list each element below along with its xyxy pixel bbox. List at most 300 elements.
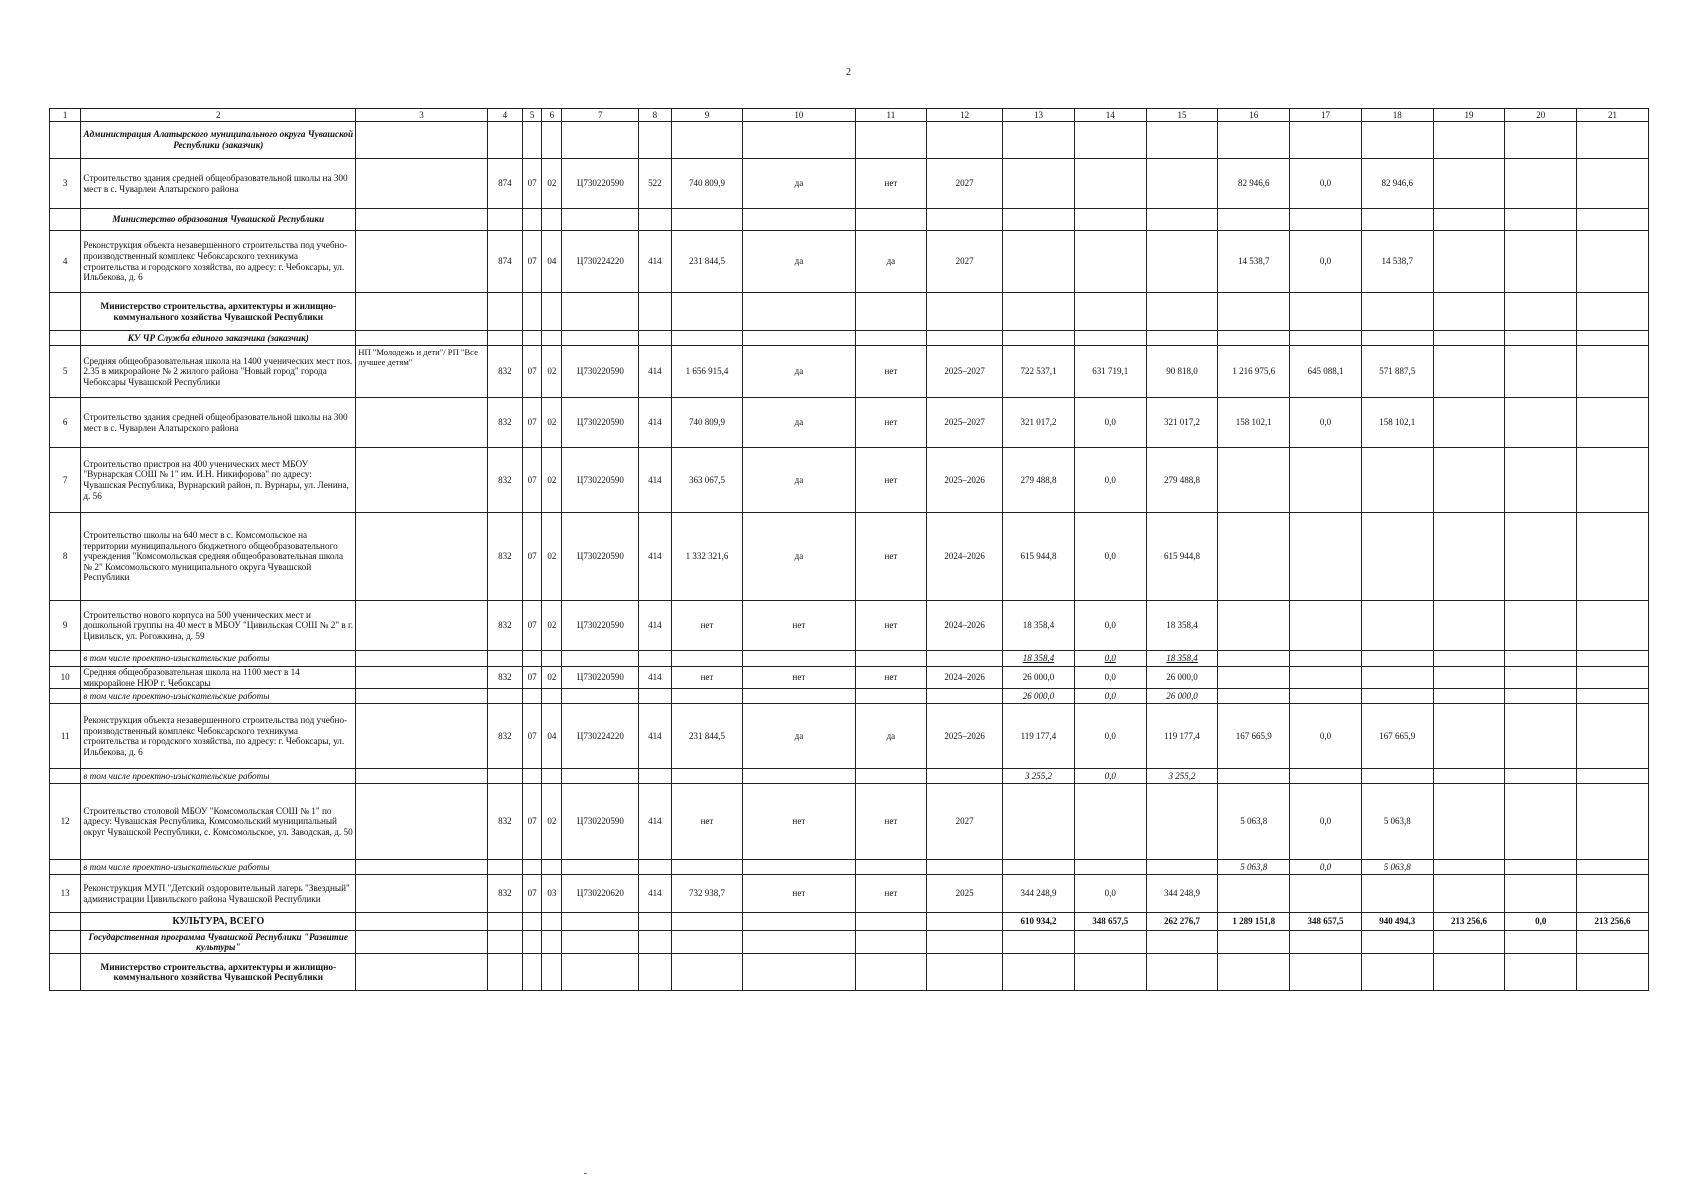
table-cell: 07 xyxy=(523,875,542,913)
object-name-cell: Министерство строительства, архитектуры и жилищно-коммунального хозяйства Чувашской Республики xyxy=(81,954,356,991)
table-cell: 832 xyxy=(487,398,522,448)
table-cell xyxy=(1290,293,1362,331)
table-cell xyxy=(1290,931,1362,954)
table-cell xyxy=(639,122,671,159)
table-cell xyxy=(1290,331,1362,346)
table-cell xyxy=(855,931,927,954)
table-cell: 2025–2027 xyxy=(927,398,1003,448)
table-cell xyxy=(1074,860,1146,875)
table-cell xyxy=(855,769,927,784)
table-cell: 231 844,5 xyxy=(671,704,743,769)
table-cell xyxy=(1290,209,1362,231)
table-cell xyxy=(1218,931,1290,954)
table-cell xyxy=(542,689,562,704)
table-cell xyxy=(562,122,639,159)
table-cell xyxy=(523,860,542,875)
table-cell: 167 665,9 xyxy=(1361,704,1433,769)
row-number-cell: 11 xyxy=(50,704,81,769)
table-cell: 0,0 xyxy=(1505,913,1577,931)
table-cell: нет xyxy=(743,667,855,689)
table-cell xyxy=(1003,209,1075,231)
table-cell xyxy=(1361,122,1433,159)
row-number-cell xyxy=(50,293,81,331)
table-cell: 231 844,5 xyxy=(671,231,743,293)
table-cell: 0,0 xyxy=(1074,398,1146,448)
table-cell xyxy=(639,769,671,784)
table-cell: 158 102,1 xyxy=(1218,398,1290,448)
row-number-cell: 3 xyxy=(50,159,81,209)
table-cell xyxy=(1433,651,1505,667)
row-number-cell xyxy=(50,331,81,346)
object-name-cell: Реконструкция объекта незавершенного строительства под учебно-производственный комплекс Чебоксарского техникума строительства и городского хозяйства, по адресу: г. Чебоксары, ул. Ильбекова, д. 6 xyxy=(81,231,356,293)
table-cell xyxy=(1146,931,1218,954)
section-row xyxy=(50,954,1649,991)
table-cell: нет xyxy=(855,513,927,601)
table-cell xyxy=(743,931,855,954)
object-name-cell: в том числе проектно-изыскательские работы xyxy=(81,689,356,704)
table-cell: 363 067,5 xyxy=(671,448,743,513)
table-cell xyxy=(523,293,542,331)
table-cell: 0,0 xyxy=(1074,651,1146,667)
table-cell: 02 xyxy=(542,513,562,601)
table-cell: 213 256,6 xyxy=(1577,913,1649,931)
table-cell: 414 xyxy=(639,784,671,860)
table-cell xyxy=(671,769,743,784)
table-cell xyxy=(743,209,855,231)
table-cell: 2027 xyxy=(927,784,1003,860)
table-cell: да xyxy=(743,448,855,513)
table-cell xyxy=(1290,448,1362,513)
table-cell xyxy=(1361,331,1433,346)
table-cell: 18 358,4 xyxy=(1003,601,1075,651)
table-cell xyxy=(1505,293,1577,331)
table-cell xyxy=(1577,346,1649,398)
table-cell xyxy=(1577,331,1649,346)
table-cell xyxy=(1433,784,1505,860)
table-cell xyxy=(1433,293,1505,331)
table-cell xyxy=(1218,689,1290,704)
section-row xyxy=(50,209,1649,231)
table-cell: 874 xyxy=(487,159,522,209)
table-cell: 0,0 xyxy=(1290,159,1362,209)
table-cell xyxy=(356,398,487,448)
table-cell xyxy=(671,913,743,931)
column-header: 21 xyxy=(1577,109,1649,122)
table-cell xyxy=(562,293,639,331)
table-cell xyxy=(1361,689,1433,704)
table-cell: 0,0 xyxy=(1074,667,1146,689)
table-cell xyxy=(1003,931,1075,954)
table-cell: да xyxy=(743,704,855,769)
table-cell xyxy=(356,931,487,954)
table-cell: нет xyxy=(743,784,855,860)
table-cell: 07 xyxy=(523,704,542,769)
table-cell xyxy=(487,651,522,667)
object-name-cell: Реконструкция объекта незавершенного строительства под учебно-производственный комплекс Чебоксарского техникума строительства и городского хозяйства, по адресу: г. Чебоксары, ул. Ильбекова, д. 6 xyxy=(81,704,356,769)
table-cell xyxy=(1433,513,1505,601)
table-cell xyxy=(927,651,1003,667)
table-cell: Ц730220620 xyxy=(562,875,639,913)
row-number-cell xyxy=(50,651,81,667)
table-cell xyxy=(1218,769,1290,784)
table-cell xyxy=(1218,209,1290,231)
table-cell xyxy=(743,331,855,346)
table-cell xyxy=(1290,651,1362,667)
table-cell xyxy=(356,209,487,231)
table-cell xyxy=(1505,651,1577,667)
section-row xyxy=(50,331,1649,346)
table-cell xyxy=(487,954,522,991)
table-cell xyxy=(1290,769,1362,784)
table-cell: да xyxy=(743,398,855,448)
table-cell: нет xyxy=(855,601,927,651)
table-cell xyxy=(1146,331,1218,346)
table-cell xyxy=(743,860,855,875)
table-cell: 02 xyxy=(542,784,562,860)
table-cell xyxy=(562,931,639,954)
subtotal-row xyxy=(50,860,1649,875)
table-cell xyxy=(1146,293,1218,331)
table-cell xyxy=(1074,331,1146,346)
table-cell: 344 248,9 xyxy=(1146,875,1218,913)
table-row xyxy=(50,398,1649,448)
row-number-cell: 10 xyxy=(50,667,81,689)
table-cell xyxy=(1505,398,1577,448)
table-cell: 14 538,7 xyxy=(1218,231,1290,293)
table-cell: нет xyxy=(855,448,927,513)
table-cell: 26 000,0 xyxy=(1146,689,1218,704)
table-cell xyxy=(562,651,639,667)
table-cell xyxy=(487,122,522,159)
table-cell xyxy=(1361,931,1433,954)
table-cell xyxy=(1577,231,1649,293)
object-name-cell: КУЛЬТУРА, ВСЕГО xyxy=(81,913,356,931)
table-cell xyxy=(743,651,855,667)
table-cell xyxy=(1146,122,1218,159)
object-name-cell: Строительство здания средней общеобразовательной школы на 300 мест в с. Чуварлеи Алатырского района xyxy=(81,398,356,448)
table-cell xyxy=(1505,860,1577,875)
table-cell: 2025–2027 xyxy=(927,346,1003,398)
table-cell xyxy=(1505,784,1577,860)
table-cell: 0,0 xyxy=(1074,689,1146,704)
table-cell xyxy=(639,689,671,704)
table-cell xyxy=(1361,667,1433,689)
table-cell: 167 665,9 xyxy=(1218,704,1290,769)
table-cell: 414 xyxy=(639,601,671,651)
table-cell: 414 xyxy=(639,704,671,769)
column-header: 2 xyxy=(81,109,356,122)
table-cell: 07 xyxy=(523,601,542,651)
table-cell xyxy=(855,122,927,159)
table-cell xyxy=(1505,231,1577,293)
table-cell: нет xyxy=(671,601,743,651)
table-cell: 2025–2026 xyxy=(927,704,1003,769)
subtotal-row xyxy=(50,769,1649,784)
column-header: 12 xyxy=(927,109,1003,122)
table-cell xyxy=(1505,667,1577,689)
table-cell: 348 657,5 xyxy=(1290,913,1362,931)
table-cell: нет xyxy=(743,601,855,651)
table-cell xyxy=(356,601,487,651)
table-cell xyxy=(1577,954,1649,991)
table-cell: Ц730220590 xyxy=(562,159,639,209)
row-number-cell xyxy=(50,769,81,784)
table-cell xyxy=(1074,209,1146,231)
table-cell xyxy=(743,769,855,784)
table-cell: да xyxy=(743,159,855,209)
table-cell xyxy=(356,689,487,704)
table-cell xyxy=(743,954,855,991)
table-cell: Ц730220590 xyxy=(562,398,639,448)
table-cell: 213 256,6 xyxy=(1433,913,1505,931)
table-cell xyxy=(356,651,487,667)
table-cell xyxy=(542,651,562,667)
table-cell xyxy=(1433,601,1505,651)
table-cell xyxy=(1505,346,1577,398)
table-cell: 02 xyxy=(542,601,562,651)
column-header: 17 xyxy=(1290,109,1362,122)
row-number-cell: 13 xyxy=(50,875,81,913)
table-cell xyxy=(855,689,927,704)
table-cell xyxy=(1003,784,1075,860)
section-row xyxy=(50,293,1649,331)
table-cell xyxy=(671,209,743,231)
table-cell xyxy=(542,769,562,784)
table-cell: Ц730220590 xyxy=(562,513,639,601)
table-cell xyxy=(1361,513,1433,601)
table-cell xyxy=(1074,931,1146,954)
table-cell: 414 xyxy=(639,667,671,689)
table-cell xyxy=(743,293,855,331)
row-number-cell: 9 xyxy=(50,601,81,651)
table-cell xyxy=(927,954,1003,991)
table-cell: 832 xyxy=(487,784,522,860)
table-cell xyxy=(1577,667,1649,689)
table-cell: 631 719,1 xyxy=(1074,346,1146,398)
table-cell xyxy=(487,769,522,784)
table-cell: да xyxy=(743,513,855,601)
table-cell: 0,0 xyxy=(1290,784,1362,860)
table-row xyxy=(50,448,1649,513)
table-cell xyxy=(1577,704,1649,769)
column-header: 7 xyxy=(562,109,639,122)
investment-table xyxy=(49,108,1649,991)
column-header: 13 xyxy=(1003,109,1075,122)
table-cell: 832 xyxy=(487,448,522,513)
table-cell: 3 255,2 xyxy=(1146,769,1218,784)
table-cell xyxy=(542,122,562,159)
table-cell: 722 537,1 xyxy=(1003,346,1075,398)
row-number-cell xyxy=(50,954,81,991)
table-cell xyxy=(1361,769,1433,784)
table-cell xyxy=(487,331,522,346)
table-cell xyxy=(1577,293,1649,331)
table-cell xyxy=(356,954,487,991)
column-header: 6 xyxy=(542,109,562,122)
table-cell xyxy=(487,689,522,704)
table-cell: 02 xyxy=(542,159,562,209)
table-cell xyxy=(1003,159,1075,209)
table-cell: 2024–2026 xyxy=(927,513,1003,601)
table-cell xyxy=(671,331,743,346)
table-cell xyxy=(1433,689,1505,704)
table-cell: 02 xyxy=(542,398,562,448)
table-cell: 03 xyxy=(542,875,562,913)
table-cell xyxy=(1505,769,1577,784)
table-cell xyxy=(1074,231,1146,293)
table-cell xyxy=(1577,601,1649,651)
table-cell xyxy=(523,209,542,231)
table-cell xyxy=(1290,875,1362,913)
table-cell xyxy=(1218,954,1290,991)
table-cell: 832 xyxy=(487,346,522,398)
table-cell xyxy=(562,689,639,704)
table-cell: 0,0 xyxy=(1290,704,1362,769)
table-cell xyxy=(855,860,927,875)
table-cell: 14 538,7 xyxy=(1361,231,1433,293)
column-header: 18 xyxy=(1361,109,1433,122)
table-cell: 5 063,8 xyxy=(1361,784,1433,860)
table-cell xyxy=(487,860,522,875)
row-number-cell: 4 xyxy=(50,231,81,293)
table-cell xyxy=(671,860,743,875)
table-cell xyxy=(523,913,542,931)
table-cell: 90 818,0 xyxy=(1146,346,1218,398)
table-cell xyxy=(1577,448,1649,513)
object-name-cell: Строительство столовой МБОУ "Комсомольская СОШ № 1" по адресу: Чувашская Республика, Комсомольский муниципальный округ Чувашской Республики, с. Комсомольское, ул. Заводская, д. 50 xyxy=(81,784,356,860)
table-cell: 732 938,7 xyxy=(671,875,743,913)
table-cell: 262 276,7 xyxy=(1146,913,1218,931)
table-cell xyxy=(927,331,1003,346)
table-cell: Ц730224220 xyxy=(562,704,639,769)
table-cell: нет xyxy=(671,784,743,860)
table-cell: 5 063,8 xyxy=(1361,860,1433,875)
table-row xyxy=(50,875,1649,913)
table-cell xyxy=(671,122,743,159)
table-cell xyxy=(1218,667,1290,689)
table-cell: 832 xyxy=(487,601,522,651)
subtotal-row xyxy=(50,651,1649,667)
table-cell: 414 xyxy=(639,231,671,293)
table-cell: 02 xyxy=(542,667,562,689)
table-cell: 0,0 xyxy=(1290,860,1362,875)
table-cell: 07 xyxy=(523,231,542,293)
object-name-cell: Государственная программа Чувашской Республики "Развитие культуры" xyxy=(81,931,356,954)
table-cell: 0,0 xyxy=(1290,398,1362,448)
table-cell: 414 xyxy=(639,875,671,913)
table-cell xyxy=(1433,667,1505,689)
table-cell xyxy=(1146,231,1218,293)
table-cell xyxy=(639,209,671,231)
column-header: 5 xyxy=(523,109,542,122)
object-name-cell: Реконструкция МУП "Детский оздоровительный лагерь "Звездный" администрации Цивильского района Чувашской Республики xyxy=(81,875,356,913)
table-cell xyxy=(487,293,522,331)
table-cell xyxy=(1433,931,1505,954)
table-cell xyxy=(743,913,855,931)
table-cell xyxy=(671,689,743,704)
table-cell: Ц730220590 xyxy=(562,784,639,860)
table-cell: 02 xyxy=(542,346,562,398)
column-header: 8 xyxy=(639,109,671,122)
table-cell xyxy=(487,913,522,931)
page-number: 2 xyxy=(846,67,851,78)
table-cell: 740 809,9 xyxy=(671,398,743,448)
table-cell xyxy=(542,331,562,346)
row-number-cell: 5 xyxy=(50,346,81,398)
table-cell xyxy=(927,209,1003,231)
table-cell xyxy=(1218,293,1290,331)
table-cell xyxy=(1505,513,1577,601)
table-cell xyxy=(639,331,671,346)
table-cell xyxy=(356,769,487,784)
table-cell: 07 xyxy=(523,784,542,860)
table-cell xyxy=(356,293,487,331)
table-cell xyxy=(523,331,542,346)
table-cell: 832 xyxy=(487,875,522,913)
table-cell xyxy=(1577,689,1649,704)
row-number-cell: 6 xyxy=(50,398,81,448)
object-name-cell: в том числе проектно-изыскательские работы xyxy=(81,769,356,784)
table-cell xyxy=(1218,875,1290,913)
table-cell xyxy=(1433,331,1505,346)
row-number-cell: 12 xyxy=(50,784,81,860)
table-row xyxy=(50,159,1649,209)
table-cell: 0,0 xyxy=(1074,601,1146,651)
table-cell xyxy=(1433,231,1505,293)
table-cell: 0,0 xyxy=(1290,231,1362,293)
table-cell: 414 xyxy=(639,346,671,398)
table-cell: 0,0 xyxy=(1074,769,1146,784)
table-cell xyxy=(487,931,522,954)
table-cell xyxy=(562,209,639,231)
table-cell xyxy=(1577,875,1649,913)
table-cell xyxy=(927,931,1003,954)
table-row xyxy=(50,784,1649,860)
table-cell: 07 xyxy=(523,513,542,601)
table-cell: 2027 xyxy=(927,231,1003,293)
column-header: 9 xyxy=(671,109,743,122)
table-cell: 1 216 975,6 xyxy=(1218,346,1290,398)
table-cell: 321 017,2 xyxy=(1003,398,1075,448)
column-header: 14 xyxy=(1074,109,1146,122)
table-cell xyxy=(542,931,562,954)
row-number-cell xyxy=(50,913,81,931)
table-cell: 615 944,8 xyxy=(1003,513,1075,601)
table-cell: 119 177,4 xyxy=(1003,704,1075,769)
table-cell xyxy=(1505,601,1577,651)
table-row xyxy=(50,231,1649,293)
table-cell xyxy=(855,209,927,231)
table-cell: нет xyxy=(855,667,927,689)
table-cell xyxy=(1218,448,1290,513)
table-cell: да xyxy=(743,346,855,398)
table-cell xyxy=(1361,875,1433,913)
table-cell: 321 017,2 xyxy=(1146,398,1218,448)
table-cell: 158 102,1 xyxy=(1361,398,1433,448)
table-cell xyxy=(639,860,671,875)
table-cell: 1 656 915,4 xyxy=(671,346,743,398)
table-cell xyxy=(523,954,542,991)
table-cell xyxy=(639,651,671,667)
table-cell: 04 xyxy=(542,231,562,293)
table-cell: 2025 xyxy=(927,875,1003,913)
table-cell xyxy=(1361,954,1433,991)
table-cell xyxy=(356,875,487,913)
table-cell xyxy=(523,651,542,667)
table-cell xyxy=(927,913,1003,931)
row-number-cell: 7 xyxy=(50,448,81,513)
table-cell: 82 946,6 xyxy=(1218,159,1290,209)
